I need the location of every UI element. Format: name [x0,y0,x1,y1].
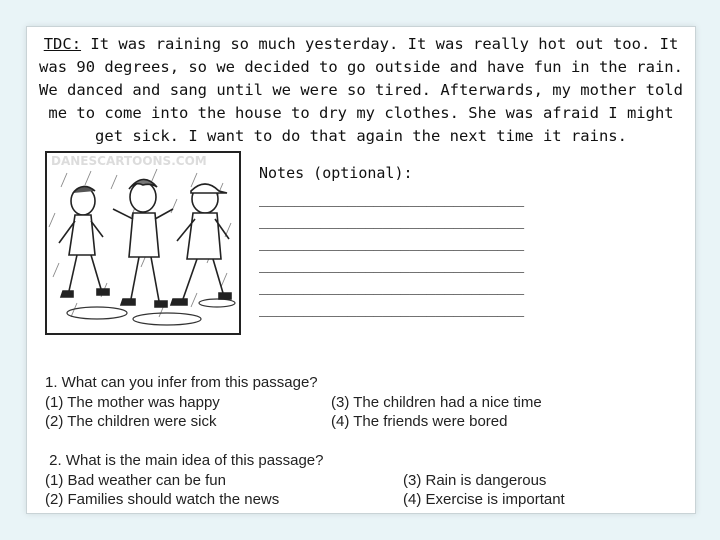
rain-dance-cartoon [45,151,241,335]
question-2-option-3: (3) Rain is dangerous [403,471,547,489]
notes-line: ______________________________ [259,299,524,317]
notes-heading: Notes (optional): [259,164,413,182]
question-2-option-1: (1) Bad weather can be fun [45,471,226,489]
notes-line: ______________________________ [259,189,524,207]
notes-line: ______________________________ [259,233,524,251]
notes-line: ______________________________ [259,277,524,295]
reading-passage [31,33,691,148]
notes-line: ______________________________ [259,255,524,273]
worksheet-slide [26,26,696,514]
question-2-option-4: (4) Exercise is important [403,491,565,508]
cartoon-watermark: DANESCARTOONS.COM [51,154,207,168]
tdc-label: TDC: [43,35,82,53]
notes-section [259,161,659,319]
question-1-option-2: (2) The children were sick [45,413,217,430]
passage-text: It was raining so much yesterday. It was really hot out too. It was 90 degrees, so we decided to go outside and have fun in the rain. We danced and sang until we were so tired. Afterwards, my mother told me to come into the house to dry my clothes. She was afraid I might get sick. I want to do that again the next time it rains. [39,35,683,145]
notes-line: ______________________________ [259,211,524,229]
question-1-option-1: (1) The mother was happy [45,393,220,411]
question-2 [45,451,685,510]
question-1-stem: 1. What can you infer from this passage? [45,374,318,391]
question-1-option-4: (4) The friends were bored [331,413,508,430]
question-1-option-3: (3) The children had a nice time [331,393,542,411]
question-2-stem: 2. What is the main idea of this passage? [45,452,324,469]
question-2-option-2: (2) Families should watch the news [45,491,280,508]
cartoon-illustration [47,153,239,333]
question-1 [45,373,685,432]
